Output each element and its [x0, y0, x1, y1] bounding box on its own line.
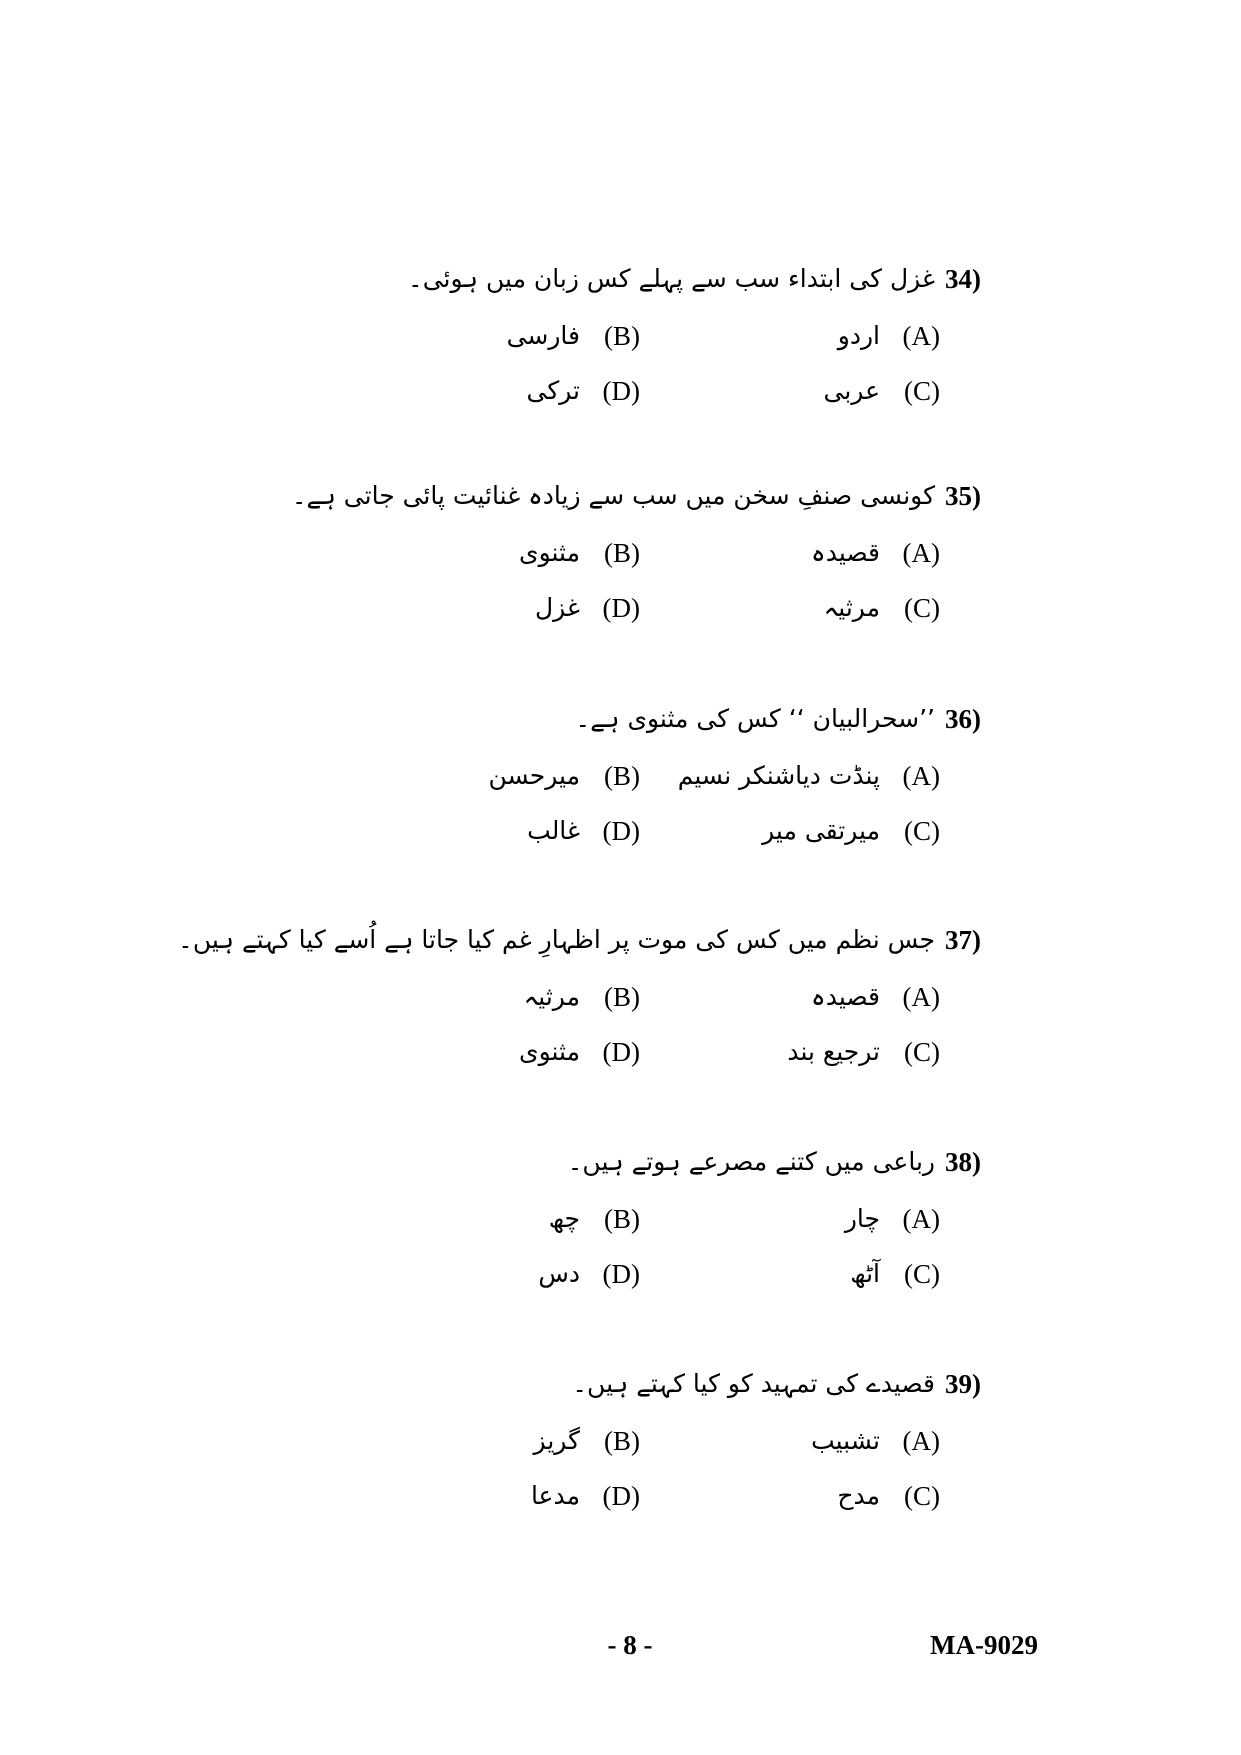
option-letter: (B) — [604, 1204, 640, 1234]
option-b — [380, 1197, 640, 1241]
question-number: 39) — [945, 1369, 981, 1399]
option-c — [700, 586, 940, 630]
option-letter: (B) — [604, 761, 640, 791]
question-35 — [0, 474, 1241, 674]
question-number: 34) — [945, 264, 981, 294]
option-letter: (D) — [602, 1259, 640, 1289]
question-text: غزل کی ابتداء سب سے پہلے کس زبان میں ہوئی۔ — [408, 264, 935, 293]
option-c — [700, 1474, 940, 1518]
option-text: غزل — [534, 593, 580, 622]
option-b — [380, 754, 640, 798]
option-letter: (D) — [602, 816, 640, 846]
option-letter: (C) — [904, 1037, 940, 1067]
question-37 — [0, 918, 1241, 1118]
question-39 — [0, 1362, 1241, 1562]
option-d — [380, 1474, 640, 1518]
option-text: پنڈت دیاشنکر نسیم — [677, 761, 880, 790]
option-letter: (C) — [904, 1259, 940, 1289]
page-number: - 8 - — [607, 1630, 653, 1660]
option-text: مدح — [837, 1481, 880, 1510]
option-d — [380, 1252, 640, 1296]
option-d — [380, 809, 640, 853]
option-c — [700, 1252, 940, 1296]
option-letter: (A) — [902, 1426, 940, 1456]
option-text: دس — [538, 1259, 580, 1288]
option-text: چار — [844, 1204, 880, 1233]
option-letter: (B) — [604, 982, 640, 1012]
option-letter: (A) — [902, 538, 940, 568]
option-text: مرثیہ — [523, 982, 580, 1011]
option-d — [380, 369, 640, 413]
option-text: ترجیع بند — [787, 1037, 880, 1066]
option-text: اردو — [837, 321, 880, 350]
question-text: جس نظم میں کس کی موت پر اظہارِ غم کیا جاتا ہے اُسے کیا کہتے ہیں۔ — [178, 925, 935, 954]
option-b — [380, 314, 640, 358]
option-b — [380, 531, 640, 575]
option-letter: (C) — [904, 816, 940, 846]
question-text: قصیدے کی تمہید کو کیا کہتے ہیں۔ — [572, 1369, 935, 1398]
question-text: کونسی صنفِ سخن میں سب سے زیادہ غنائیت پائی جاتی ہے۔ — [291, 481, 935, 510]
option-letter: (C) — [904, 1481, 940, 1511]
question-number: 36) — [945, 704, 981, 734]
question-38 — [0, 1140, 1241, 1340]
option-text: غالب — [527, 816, 580, 845]
option-c — [700, 369, 940, 413]
option-c — [700, 1030, 940, 1074]
question-text: رباعی میں کتنے مصرعے ہوتے ہیں۔ — [567, 1147, 935, 1176]
option-letter: (C) — [904, 376, 940, 406]
question-36 — [0, 697, 1241, 897]
question-number: 38) — [945, 1147, 981, 1177]
option-b — [380, 975, 640, 1019]
option-text: تشبیب — [811, 1426, 880, 1455]
paper-code: MA-9029 — [930, 1630, 1038, 1660]
option-text: میرتقی میر — [762, 816, 880, 845]
option-text: قصیدہ — [811, 982, 880, 1011]
option-text: آٹھ — [850, 1259, 880, 1288]
option-letter: (D) — [602, 593, 640, 623]
option-a — [700, 531, 940, 575]
option-text: مثنوی — [519, 1037, 580, 1066]
option-text: میرحسن — [488, 761, 580, 790]
option-text: چھ — [548, 1204, 580, 1233]
option-letter: (B) — [604, 538, 640, 568]
question-text: ’’سحرالبیان ‘‘ کس کی مثنوی ہے۔ — [575, 704, 935, 733]
option-d — [380, 586, 640, 630]
option-b — [380, 1419, 640, 1463]
option-a — [677, 754, 940, 798]
option-text: مثنوی — [519, 538, 580, 567]
option-letter: (B) — [604, 1426, 640, 1456]
option-a — [700, 314, 940, 358]
option-c — [700, 809, 940, 853]
option-letter: (C) — [904, 593, 940, 623]
question-number: 35) — [945, 481, 981, 511]
question-34 — [0, 257, 1241, 457]
option-text: عربی — [823, 376, 880, 405]
option-text: مدعا — [530, 1481, 580, 1510]
option-d — [380, 1030, 640, 1074]
option-a — [700, 975, 940, 1019]
option-a — [700, 1419, 940, 1463]
option-letter: (A) — [902, 1204, 940, 1234]
option-text: مرثیہ — [823, 593, 880, 622]
option-text: قصیدہ — [811, 538, 880, 567]
option-text: گریز — [533, 1426, 580, 1455]
option-a — [700, 1197, 940, 1241]
option-letter: (B) — [604, 321, 640, 351]
option-letter: (A) — [902, 321, 940, 351]
option-letter: (D) — [602, 1037, 640, 1067]
option-letter: (A) — [902, 982, 940, 1012]
option-letter: (A) — [902, 761, 940, 791]
option-text: فارسی — [506, 321, 580, 350]
option-text: ترکی — [526, 376, 580, 405]
option-letter: (D) — [602, 376, 640, 406]
question-number: 37) — [945, 925, 981, 955]
option-letter: (D) — [602, 1481, 640, 1511]
